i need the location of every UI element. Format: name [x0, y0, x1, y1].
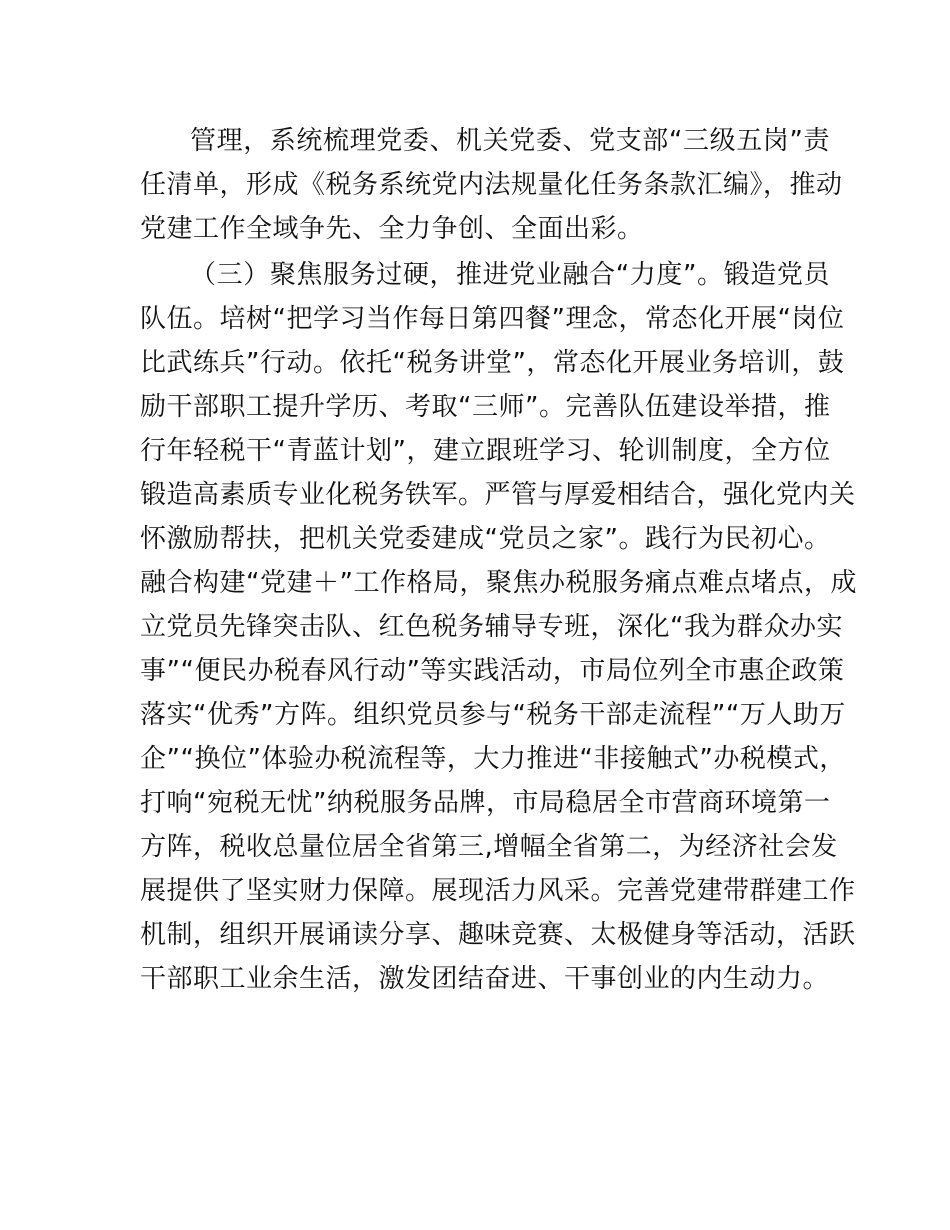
- paragraph-2-line-12: 企”“换位”体验办税流程等，大力推进“非接触式”办税模式，: [140, 744, 846, 774]
- paragraph-2-line-3: 比武练兵”行动。依托“税务讲堂”，常态化开展业务培训，鼓: [140, 348, 845, 378]
- paragraph-2-line-1: （三）聚焦服务过硬，推进党业融合“力度”。锻造党员: [190, 260, 830, 290]
- paragraph-2-line-11: 落实“优秀”方阵。组织党员参与“税务干部走流程”“万人助万: [140, 700, 846, 730]
- paragraph-2-line-16: 机制，组织开展诵读分享、趣味竞赛、太极健身等活动，活跃: [140, 920, 856, 950]
- paragraph-2-line-5: 行年轻税干“青蓝计划”，建立跟班学习、轮训制度，全方位: [140, 436, 831, 466]
- paragraph-2-line-15: 展提供了坚实财力保障。展现活力风采。完善党建带群建工作: [140, 876, 856, 906]
- paragraph-2-line-9: 立党员先锋突击队、红色税务辅导专班，深化“我为群众办实: [140, 612, 843, 642]
- paragraph-2-line-10: 事”“便民办税春风行动”等实践活动，市局位列全市惠企政策: [140, 656, 845, 686]
- paragraph-1-line-1: 管理，系统梳理党委、机关党委、党支部“三级五岗”责: [190, 126, 830, 156]
- paragraph-2-line-2: 队伍。培树“把学习当作每日第四餐”理念，常态化开展“岗位: [140, 304, 845, 334]
- paragraph-1-line-2: 任清单，形成《税务系统党内法规量化任务条款汇编》，推动: [140, 170, 843, 200]
- paragraph-2-line-6: 锻造高素质专业化税务铁军。严管与厚爱相结合，强化党内关: [140, 480, 856, 510]
- paragraph-2-line-7: 怀激励帮扶，把机关党委建成“党员之家”。践行为民初心。: [140, 524, 831, 554]
- paragraph-2-line-13: 打响“宛税无忧”纳税服务品牌，市局稳居全市营商环境第一: [140, 788, 831, 818]
- paragraph-2-line-8: 融合构建“党建＋”工作格局，聚焦办税服务痛点难点堵点，成: [140, 568, 857, 598]
- paragraph-2-line-17: 干部职工业余生活，激发团结奋进、干事创业的内生动力。: [140, 964, 830, 994]
- paragraph-1-line-3: 党建工作全域争先、全力争创、全面出彩。: [140, 214, 644, 244]
- paragraph-2-line-14: 方阵，税收总量位居全省第三,增幅全省第二，为经济社会发: [140, 832, 838, 862]
- paragraph-2-line-4: 励干部职工提升学历、考取“三师”。完善队伍建设举措，推: [140, 392, 831, 422]
